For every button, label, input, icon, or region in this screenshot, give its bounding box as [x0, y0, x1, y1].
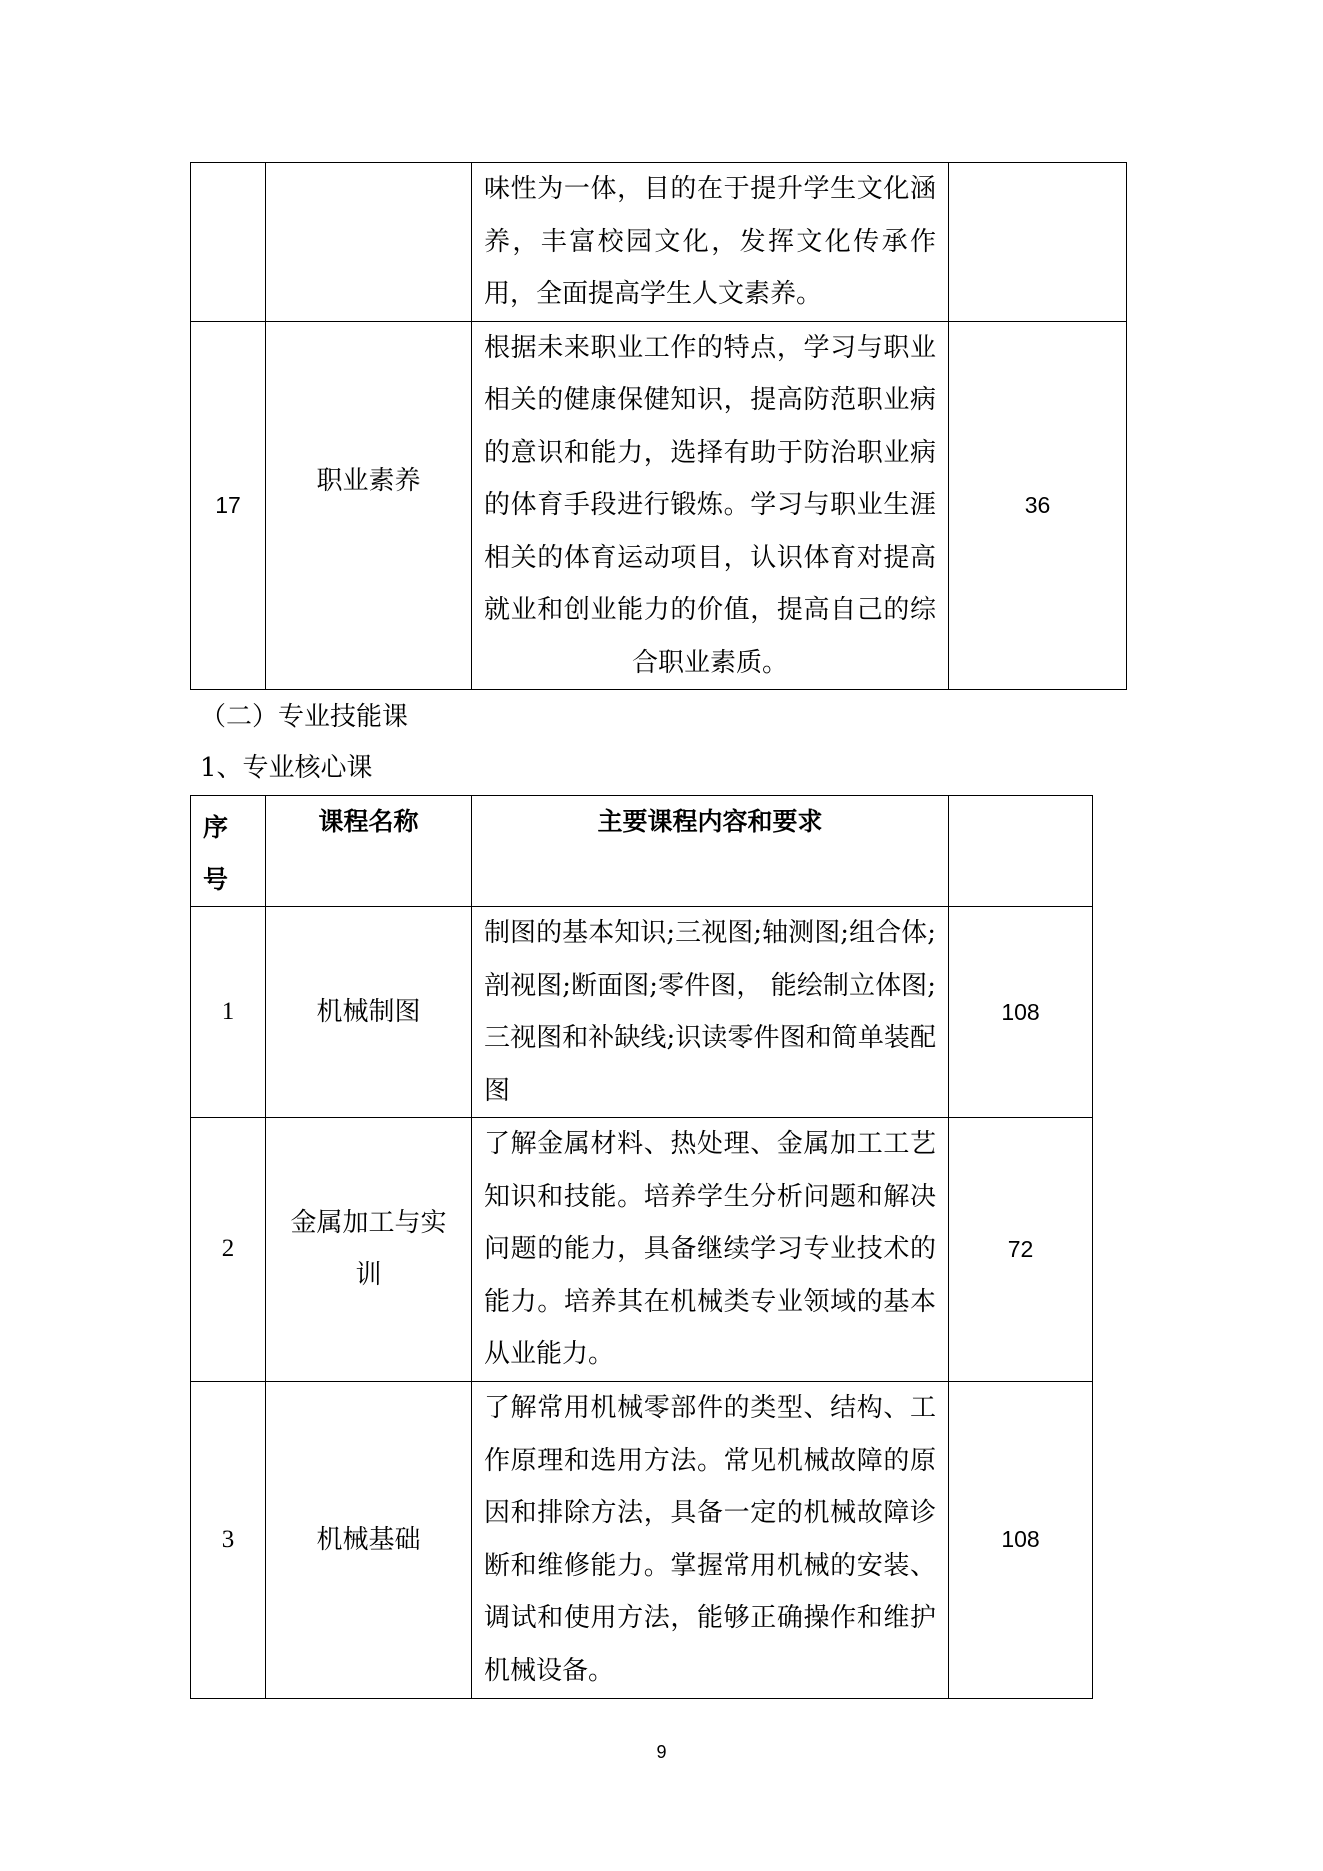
- table-row: [191, 321, 1127, 690]
- course-hours: 108: [949, 1381, 1093, 1698]
- row-number: 3: [191, 1381, 266, 1698]
- course-content: 根据未来职业工作的特点，学习与职业相关的健康保健知识，提高防范职业病的意识和能力，选择有助于防治职业病的体育手段进行锻炼。学习与职业生涯相关的体育运动项目，认识体育对提高就业和创业能力的价值，提高自己的综合职业素质。: [472, 321, 949, 690]
- header-course-content: 主要课程内容和要求: [472, 796, 949, 907]
- header-seq: [191, 796, 266, 907]
- header-hours: [949, 796, 1093, 907]
- row-number-cell: [191, 163, 266, 322]
- course-hours: 72: [949, 1118, 1093, 1382]
- row-number: 17: [191, 321, 266, 690]
- course-content: 了解金属材料、热处理、金属加工工艺知识和技能。培养学生分析问题和解决问题的能力，具备继续学习专业技术的能力。培养其在机械类专业领域的基本从业能力。: [472, 1118, 949, 1382]
- header-course-name: 课程名称: [266, 796, 472, 907]
- table-header-row: [191, 796, 1093, 907]
- course-content: 了解常用机械零部件的类型、结构、工作原理和选用方法。常见机械故障的原因和排除方法，具备一定的机械故障诊断和维修能力。掌握常用机械的安装、调试和使用方法，能够正确操作和维护机械设备。: [472, 1381, 949, 1698]
- header-seq-label: 序号: [203, 813, 229, 894]
- course-hours-cell: [949, 163, 1127, 322]
- course-name-text: 金属加工与实训: [290, 1208, 447, 1291]
- page-number: 9: [656, 1742, 667, 1762]
- row-number: 1: [191, 907, 266, 1118]
- course-hours: 108: [949, 907, 1093, 1118]
- course-content: 制图的基本知识;三视图;轴测图;组合体;剖视图;断面图;零件图， 能绘制立体图;三视图和补缺线;识读零件图和简单装配图: [472, 907, 949, 1118]
- course-name-cell: [266, 163, 472, 322]
- course-name: [266, 1118, 472, 1382]
- table-row: [191, 163, 1127, 322]
- course-table-continued: [190, 162, 1127, 690]
- table-row: [191, 1381, 1093, 1698]
- course-name: 机械制图: [266, 907, 472, 1118]
- course-name: 职业素养: [266, 321, 472, 690]
- table-row: [191, 1118, 1093, 1382]
- table-row: [191, 907, 1093, 1118]
- row-number: 2: [191, 1118, 266, 1382]
- core-course-table: [190, 795, 1093, 1699]
- course-name: 机械基础: [266, 1381, 472, 1698]
- section-heading: （二）专业技能课: [200, 702, 409, 732]
- subsection-heading: 1、专业核心课: [200, 753, 373, 783]
- course-hours: 36: [949, 321, 1127, 690]
- course-content: 味性为一体，目的在于提升学生文化涵养，丰富校园文化，发挥文化传承作用，全面提高学生人文素养。: [472, 163, 949, 322]
